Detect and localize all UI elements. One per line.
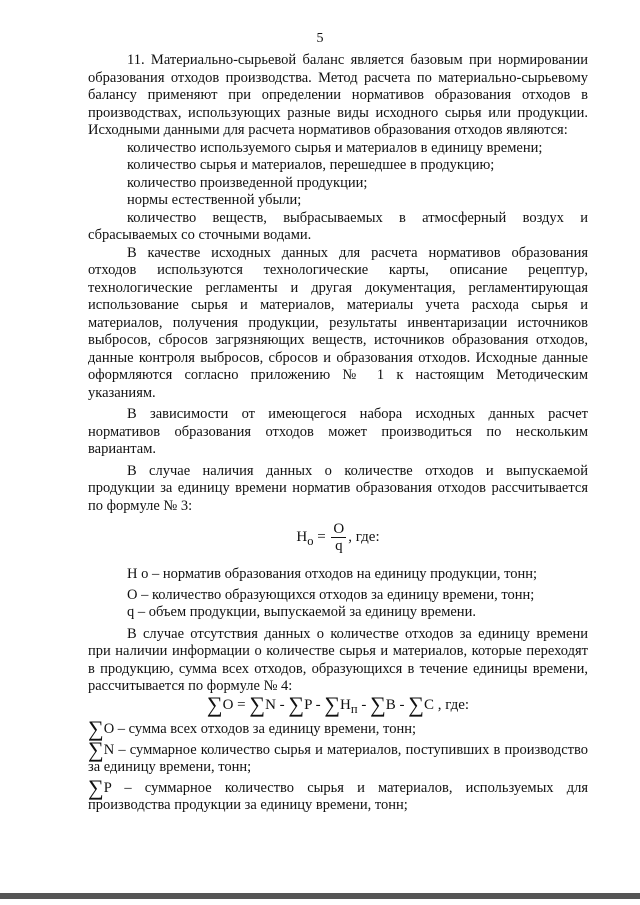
definition-text: – суммарное количество сырья и материалов, поступивших в производство за единицу времени, тонн; xyxy=(88,741,589,775)
sum-symbol: ∑ xyxy=(408,691,424,717)
formula-4 xyxy=(88,691,588,719)
definition-text: – сумма всех отходов за единицу времени, тонн; xyxy=(117,721,416,737)
paragraph-source-data: В качестве исходных данных для расчета нормативов образования отходов используются технологические карты, описание рецептур, технологические регламенты и другая документация, регламентирующая использование сырья и материалов, материалы учета расхода сырья и материалов, получения продукции, результаты инвентаризации источников выбросов, сбросов загрязняющих веществ, источников образования отходов, данные контроля выбросов, сбросов и образования отходов. Исходные данные оформляются согласно приложению № 1 к настоящим Методическим указаниям. xyxy=(88,244,588,401)
formula4-part: N - xyxy=(265,696,285,713)
paragraph-material-balance: 11. Материально-сырьевой баланс является базовым при нормировании образования отходов производства. Метод расчета по материально-сырьевому балансу применяют при определении нормативов образования отходов в производствах, использующих разные виды исходного сырья или продукции. Исходными данными для расчета нормативов образования отходов являются: xyxy=(88,52,588,138)
paragraph-formula4-intro: В случае отсутствия данных о количестве отходов за единицу времени при наличии информации о количестве сырья и материалов, которые переходят в продукцию, сумма всех отходов, образующихся в течение единицы времени, рассчитывается по формуле № 4: xyxy=(88,625,588,694)
sum-symbol: ∑ xyxy=(324,691,341,717)
formula4-sub: п xyxy=(350,701,358,716)
formula4-part: В - xyxy=(385,696,405,713)
formula3-lhs: Н xyxy=(296,528,308,545)
sum-symbol: ∑ xyxy=(249,691,266,717)
definition-symbol: P xyxy=(103,779,112,796)
definition-symbol: О xyxy=(103,721,115,737)
list-item: количество используемого сырья и материалов в единицу времени; xyxy=(127,139,543,156)
formula-3 xyxy=(88,521,588,554)
definition-symbol: N xyxy=(103,741,115,758)
formula4-suffix: , где: xyxy=(437,696,470,713)
sum-symbol: ∑ xyxy=(88,736,104,762)
scan-edge xyxy=(0,893,640,899)
formula4-part: - xyxy=(361,696,367,713)
formula3-suffix: , где: xyxy=(348,528,380,545)
formula3-denominator: q xyxy=(335,538,343,554)
paragraph-variants: В зависимости от имеющегося набора исходных данных расчет нормативов образования отходов может производиться по нескольким вариантам. xyxy=(88,406,588,457)
definition-sum-item xyxy=(88,736,589,777)
sum-symbol: ∑ xyxy=(288,691,305,717)
sum-symbol: ∑ xyxy=(88,716,104,741)
definition-sum-item xyxy=(88,774,589,815)
definition-item: О – количество образующихся отходов за единицу времени, тонн; xyxy=(127,586,535,603)
sum-symbol: ∑ xyxy=(88,774,104,800)
list-item: количество произведенной продукции; xyxy=(127,174,368,191)
definition-item: Н о – норматив образования отходов на единицу продукции, тонн; xyxy=(127,566,538,582)
list-item: нормы естественной убыли; xyxy=(127,192,302,208)
formula4-part: Н xyxy=(340,696,351,713)
definition-text: – суммарное количество сырья и материалов, используемых для производства продукции за единицу времени, тонн; xyxy=(88,779,589,813)
formula3-lhs-sub: о xyxy=(307,533,314,548)
formula4-part: О = xyxy=(222,696,246,713)
definition-sum-item xyxy=(88,716,588,741)
list-item: количество сырья и материалов, перешедшее в продукцию; xyxy=(127,157,495,173)
formula4-part: P - xyxy=(304,696,321,713)
formula3-eq: = xyxy=(317,528,326,545)
definition-item: q – объем продукции, выпускаемой за единицу времени. xyxy=(127,604,476,620)
paragraph-formula3-intro: В случае наличия данных о количестве отходов и выпускаемой продукции за единицу времени норматив образования отходов рассчитывается по формуле № 3: xyxy=(88,462,588,514)
document-body xyxy=(88,52,588,815)
sum-symbol: ∑ xyxy=(206,691,223,717)
formula3-fraction xyxy=(331,521,346,554)
page-number: 5 xyxy=(316,31,324,46)
list-item: количество веществ, выбрасываемых в атмосферный воздух и сбрасываемых со сточными водами. xyxy=(88,209,588,243)
formula3-numerator: О xyxy=(333,521,345,537)
formula4-part: С xyxy=(423,696,434,713)
sum-symbol: ∑ xyxy=(370,691,386,717)
